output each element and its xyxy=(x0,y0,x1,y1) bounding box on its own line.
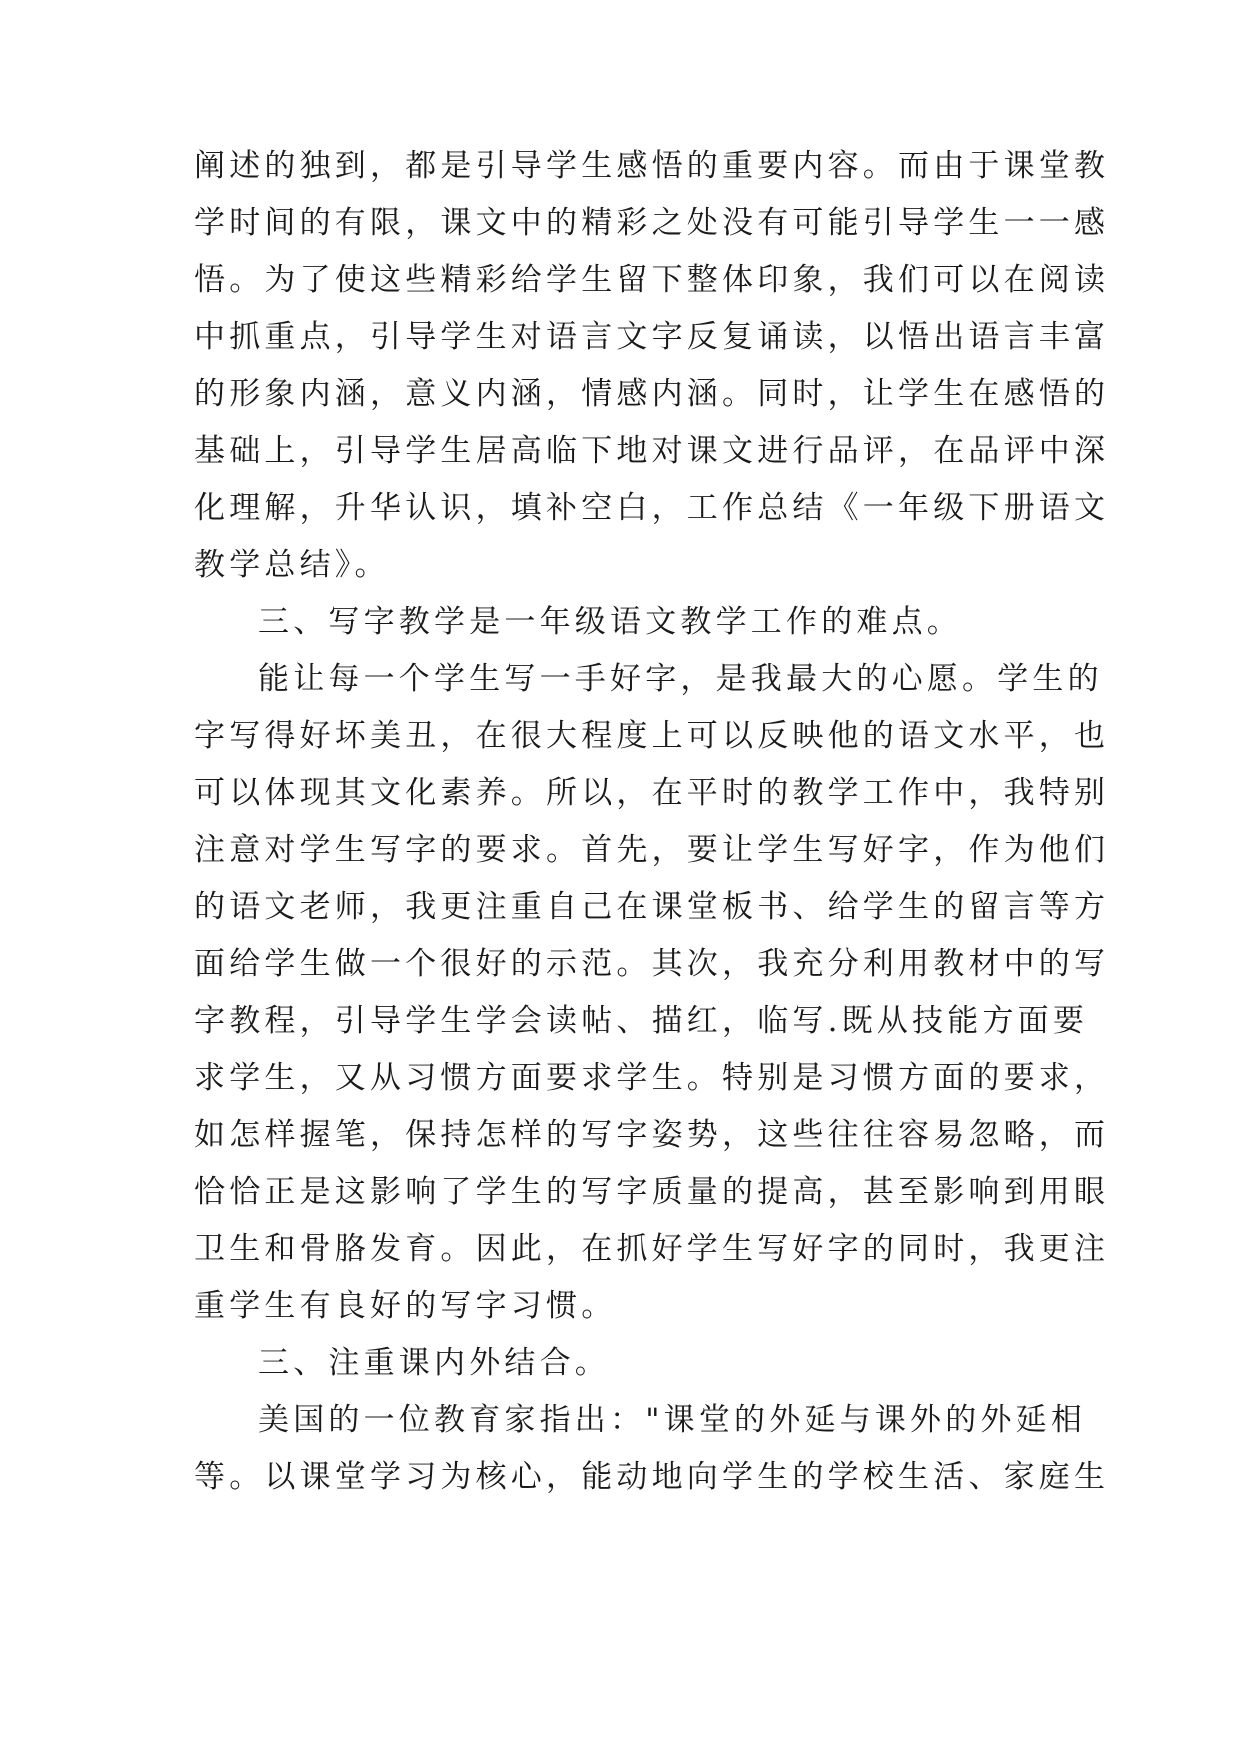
paragraph-line: 恰恰正是这影响了学生的写字质量的提高，甚至影响到用眼 xyxy=(194,1174,1110,1210)
paragraph-line: 字写得好坏美丑，在很大程度上可以反映他的语文水平，也 xyxy=(194,718,1110,754)
paragraph-line: 卫生和骨胳发育。因此，在抓好学生写好字的同时，我更注 xyxy=(194,1231,1110,1267)
paragraph-line: 阐述的独到，都是引导学生感悟的重要内容。而由于课堂教 xyxy=(194,148,1110,184)
paragraph-line: 悟。为了使这些精彩给学生留下整体印象，我们可以在阅读 xyxy=(194,262,1110,298)
section-heading: 三、注重课内外结合。 xyxy=(258,1345,610,1381)
paragraph-line: 基础上，引导学生居高临下地对课文进行品评，在品评中深 xyxy=(194,433,1110,469)
paragraph-line: 美国的一位教育家指出："课堂的外延与课外的外延相 xyxy=(258,1402,1087,1438)
paragraph-line: 教学总结》。 xyxy=(194,547,390,583)
paragraph-line: 求学生，又从习惯方面要求学生。特别是习惯方面的要求， xyxy=(194,1060,1110,1096)
paragraph-line: 注意对学生写字的要求。首先，要让学生写好字，作为他们 xyxy=(194,832,1110,868)
paragraph-line: 的形象内涵，意义内涵，情感内涵。同时，让学生在感悟的 xyxy=(194,376,1110,412)
paragraph-line: 学时间的有限，课文中的精彩之处没有可能引导学生一一感 xyxy=(194,205,1110,241)
paragraph-line: 可以体现其文化素养。所以，在平时的教学工作中，我特别 xyxy=(194,775,1110,811)
paragraph-line: 如怎样握笔，保持怎样的写字姿势，这些往往容易忽略，而 xyxy=(194,1117,1110,1153)
section-heading: 三、写字教学是一年级语文教学工作的难点。 xyxy=(258,604,962,640)
paragraph-line: 面给学生做一个很好的示范。其次，我充分利用教材中的写 xyxy=(194,946,1110,982)
paragraph-line: 的语文老师，我更注重自己在课堂板书、给学生的留言等方 xyxy=(194,889,1110,925)
paragraph-line: 中抓重点，引导学生对语言文字反复诵读，以悟出语言丰富 xyxy=(194,319,1110,355)
paragraph-line: 字教程，引导学生学会读帖、描红，临写.既从技能方面要 xyxy=(194,1003,1089,1039)
paragraph-line: 等。以课堂学习为核心，能动地向学生的学校生活、家庭生 xyxy=(194,1459,1110,1495)
paragraph-line: 重学生有良好的写字习惯。 xyxy=(194,1288,617,1324)
paragraph-line: 能让每一个学生写一手好字，是我最大的心愿。学生的 xyxy=(258,661,1103,697)
paragraph-line: 化理解，升华认识，填补空白，工作总结《一年级下册语文 xyxy=(194,490,1110,526)
